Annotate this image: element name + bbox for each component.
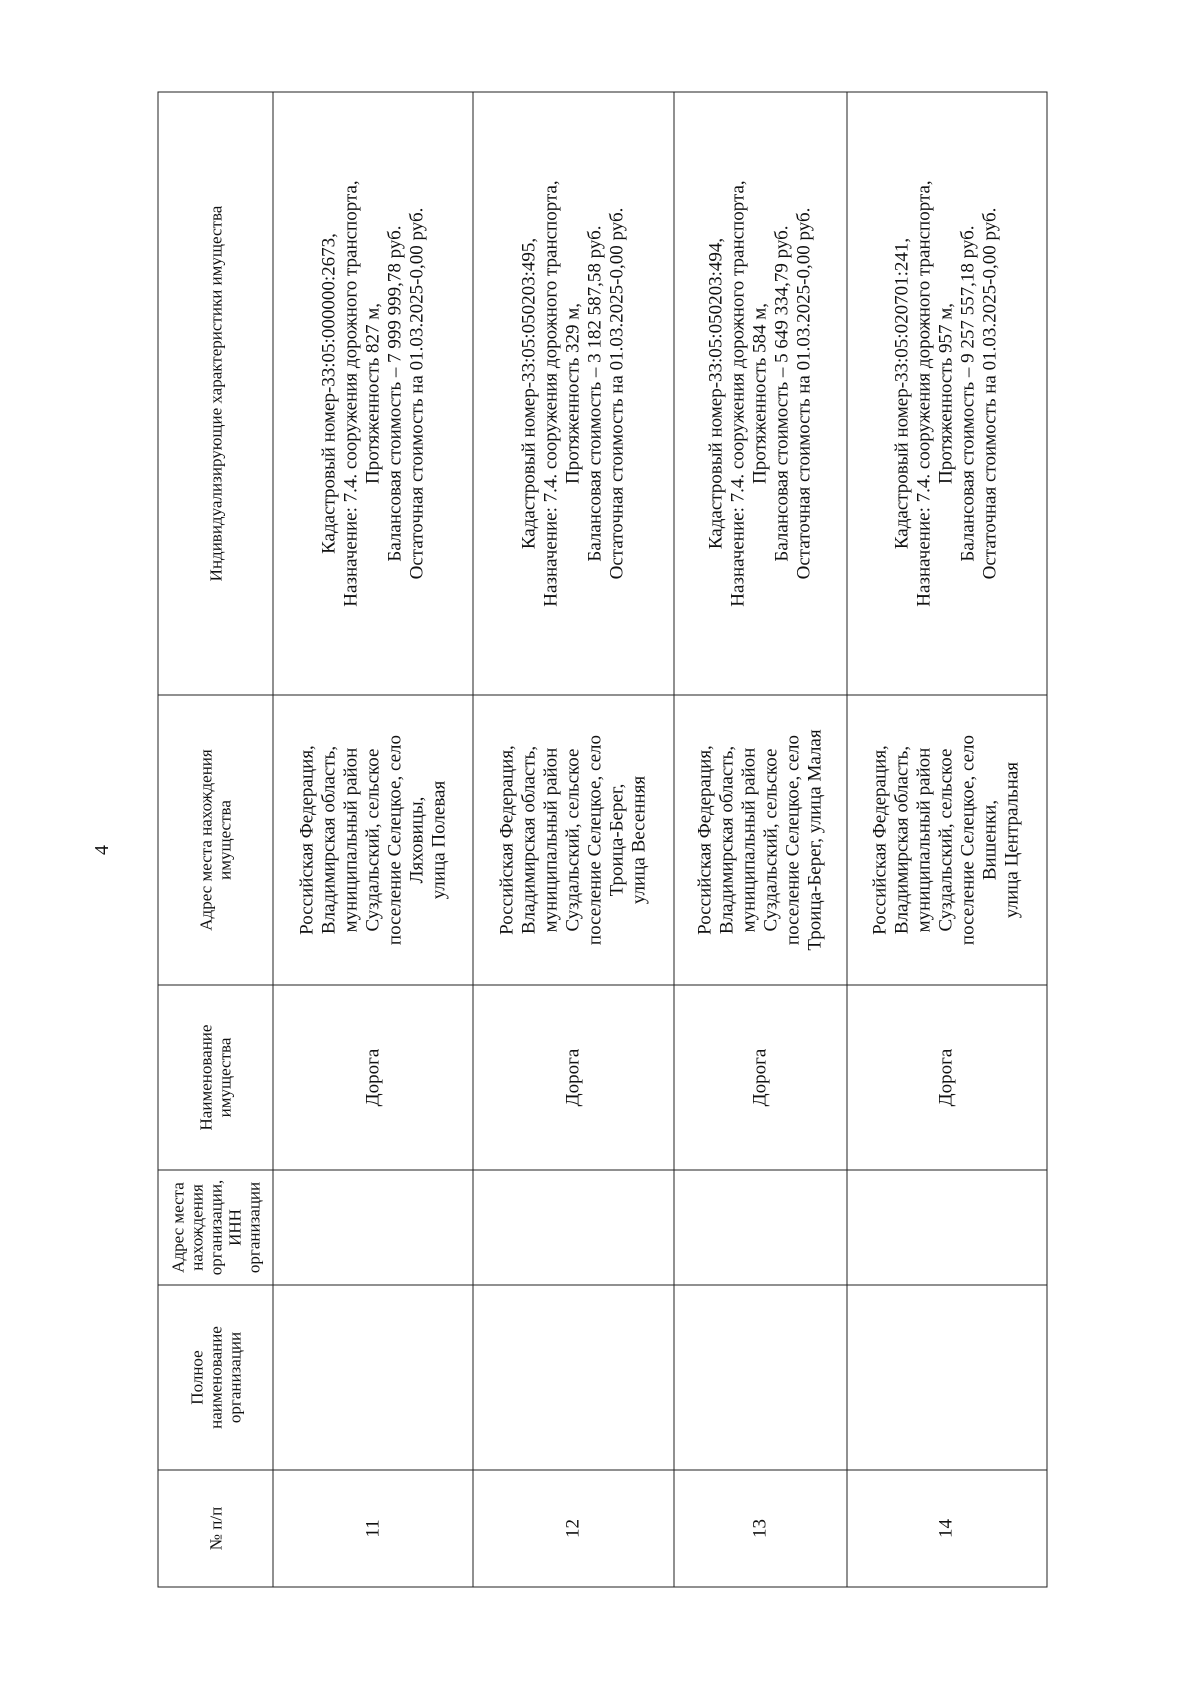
table-row [673, 92, 846, 1587]
header-num [158, 1470, 273, 1587]
characteristics-line: Балансовая стоимость – 3 182 587,58 руб. [584, 225, 606, 562]
address-line: Ляховицы, [405, 796, 427, 884]
header-org-address-line: Адрес места [167, 1182, 187, 1273]
header-org-address-line: организации [243, 1181, 263, 1274]
header-org-name [158, 1285, 273, 1470]
address-line: Владимирская область, [317, 745, 339, 935]
address-line: Суздальский, сельское [562, 748, 584, 932]
header-property-address [158, 695, 273, 985]
address-line: поселение Селецкое, село [781, 734, 803, 946]
characteristics-line: Балансовая стоимость – 5 649 334,79 руб. [770, 225, 792, 562]
table-header-row [158, 92, 273, 1587]
cell-characteristics [273, 92, 473, 695]
cell-property-name: Дорога [473, 985, 673, 1170]
cell-characteristics [673, 92, 846, 695]
header-characteristics [158, 92, 273, 695]
characteristics-line: Протяженность 957 м, [935, 302, 957, 485]
characteristics-line: Кадастровый номер-33:05:050203:495, [518, 237, 540, 550]
header-property-name-line: имущества [215, 1037, 234, 1118]
header-property-name [158, 985, 273, 1170]
address-line: Российская Федерация, [496, 745, 518, 935]
address-line: Российская Федерация, [295, 745, 317, 935]
characteristics-line: Остаточная стоимость на 01.03.2025-0,00 руб. [606, 207, 628, 580]
characteristics-line: Назначение: 7.4. сооружения дорожного транспорта, [339, 180, 361, 607]
cell-property-address [473, 695, 673, 985]
address-line: Владимирская область, [715, 745, 737, 935]
cell-num: 12 [473, 1470, 673, 1587]
header-org-address-line: ИНН [224, 1209, 244, 1246]
cell-property-address [673, 695, 846, 985]
characteristics-line: Назначение: 7.4. сооружения дорожного транспорта, [540, 180, 562, 607]
cell-characteristics [846, 92, 1046, 695]
header-org-address [158, 1170, 273, 1285]
header-org-name-line: наименование [205, 1326, 225, 1429]
address-line: Российская Федерация, [693, 745, 715, 935]
header-org-name-line: организации [224, 1331, 244, 1424]
characteristics-line: Протяженность 329 м, [562, 302, 584, 485]
characteristics-line: Кадастровый номер-33:05:020701:241, [891, 237, 913, 550]
cell-org-address [846, 1170, 1046, 1285]
characteristics-line: Назначение: 7.4. сооружения дорожного транспорта, [726, 180, 748, 607]
table-row [273, 92, 473, 1587]
header-property-address-line: Адрес места нахождения [196, 749, 215, 931]
address-line: Владимирская область, [891, 745, 913, 935]
address-line: муниципальный район [339, 747, 361, 933]
address-line: Вишенки, [979, 799, 1001, 881]
address-line: Троица-Берег, [606, 783, 628, 897]
address-line: улица Весенняя [628, 775, 650, 905]
property-registry-table [157, 92, 1047, 1588]
cell-num: 13 [673, 1470, 846, 1587]
address-line: муниципальный район [737, 747, 759, 933]
cell-property-address [273, 695, 473, 985]
cell-num: 14 [846, 1470, 1046, 1587]
characteristics-line: Протяженность 584 м, [748, 302, 770, 485]
cell-org-address [673, 1170, 846, 1285]
header-property-name-line: Наименование [196, 1024, 215, 1131]
page-number: 4 [91, 845, 113, 855]
address-line: улица Центральная [1001, 761, 1023, 919]
characteristics-line: Назначение: 7.4. сооружения дорожного транспорта, [913, 180, 935, 607]
characteristics-line: Балансовая стоимость – 9 257 557,18 руб. [957, 225, 979, 562]
cell-org-name [846, 1285, 1046, 1470]
cell-property-name: Дорога [673, 985, 846, 1170]
header-num-line: № п/п [205, 1506, 225, 1551]
characteristics-line: Кадастровый номер-33:05:050203:494, [704, 237, 726, 550]
characteristics-line: Остаточная стоимость на 01.03.2025-0,00 руб. [792, 207, 814, 580]
cell-org-address [273, 1170, 473, 1285]
cell-org-address [473, 1170, 673, 1285]
characteristics-line: Остаточная стоимость на 01.03.2025-0,00 руб. [405, 207, 427, 580]
header-org-address-line: организации, [205, 1179, 225, 1276]
table-row [473, 92, 673, 1587]
cell-characteristics [473, 92, 673, 695]
address-line: поселение Селецкое, село [957, 734, 979, 946]
cell-org-name [273, 1285, 473, 1470]
cell-property-name: Дорога [273, 985, 473, 1170]
address-line: Суздальский, сельское [361, 748, 383, 932]
cell-property-name: Дорога [846, 985, 1046, 1170]
header-property-address-line: имущества [215, 800, 234, 880]
header-org-name-line: Полное [186, 1350, 206, 1405]
header-org-address-line: нахождения [186, 1184, 206, 1271]
address-line: поселение Селецкое, село [383, 734, 405, 946]
address-line: улица Полевая [427, 780, 449, 900]
address-line: поселение Селецкое, село [584, 734, 606, 946]
property-registry-table-container [157, 93, 1047, 1588]
address-line: Троица-Берег, улица Малая [803, 729, 825, 951]
address-line: муниципальный район [540, 747, 562, 933]
cell-num: 11 [273, 1470, 473, 1587]
address-line: Суздальский, сельское [935, 748, 957, 932]
cell-property-address [846, 695, 1046, 985]
characteristics-line: Балансовая стоимость – 7 999 999,78 руб. [383, 225, 405, 562]
address-line: Владимирская область, [518, 745, 540, 935]
address-line: Российская Федерация, [869, 745, 891, 935]
cell-org-name [473, 1285, 673, 1470]
table-row [846, 92, 1046, 1587]
characteristics-line: Остаточная стоимость на 01.03.2025-0,00 руб. [979, 207, 1001, 580]
header-characteristics-line: Индивидуализирующие характеристики имущества [205, 205, 225, 582]
cell-org-name [673, 1285, 846, 1470]
address-line: Суздальский, сельское [759, 748, 781, 932]
address-line: муниципальный район [913, 747, 935, 933]
characteristics-line: Протяженность 827 м, [361, 302, 383, 485]
characteristics-line: Кадастровый номер-33:05:000000:2673, [317, 233, 339, 554]
